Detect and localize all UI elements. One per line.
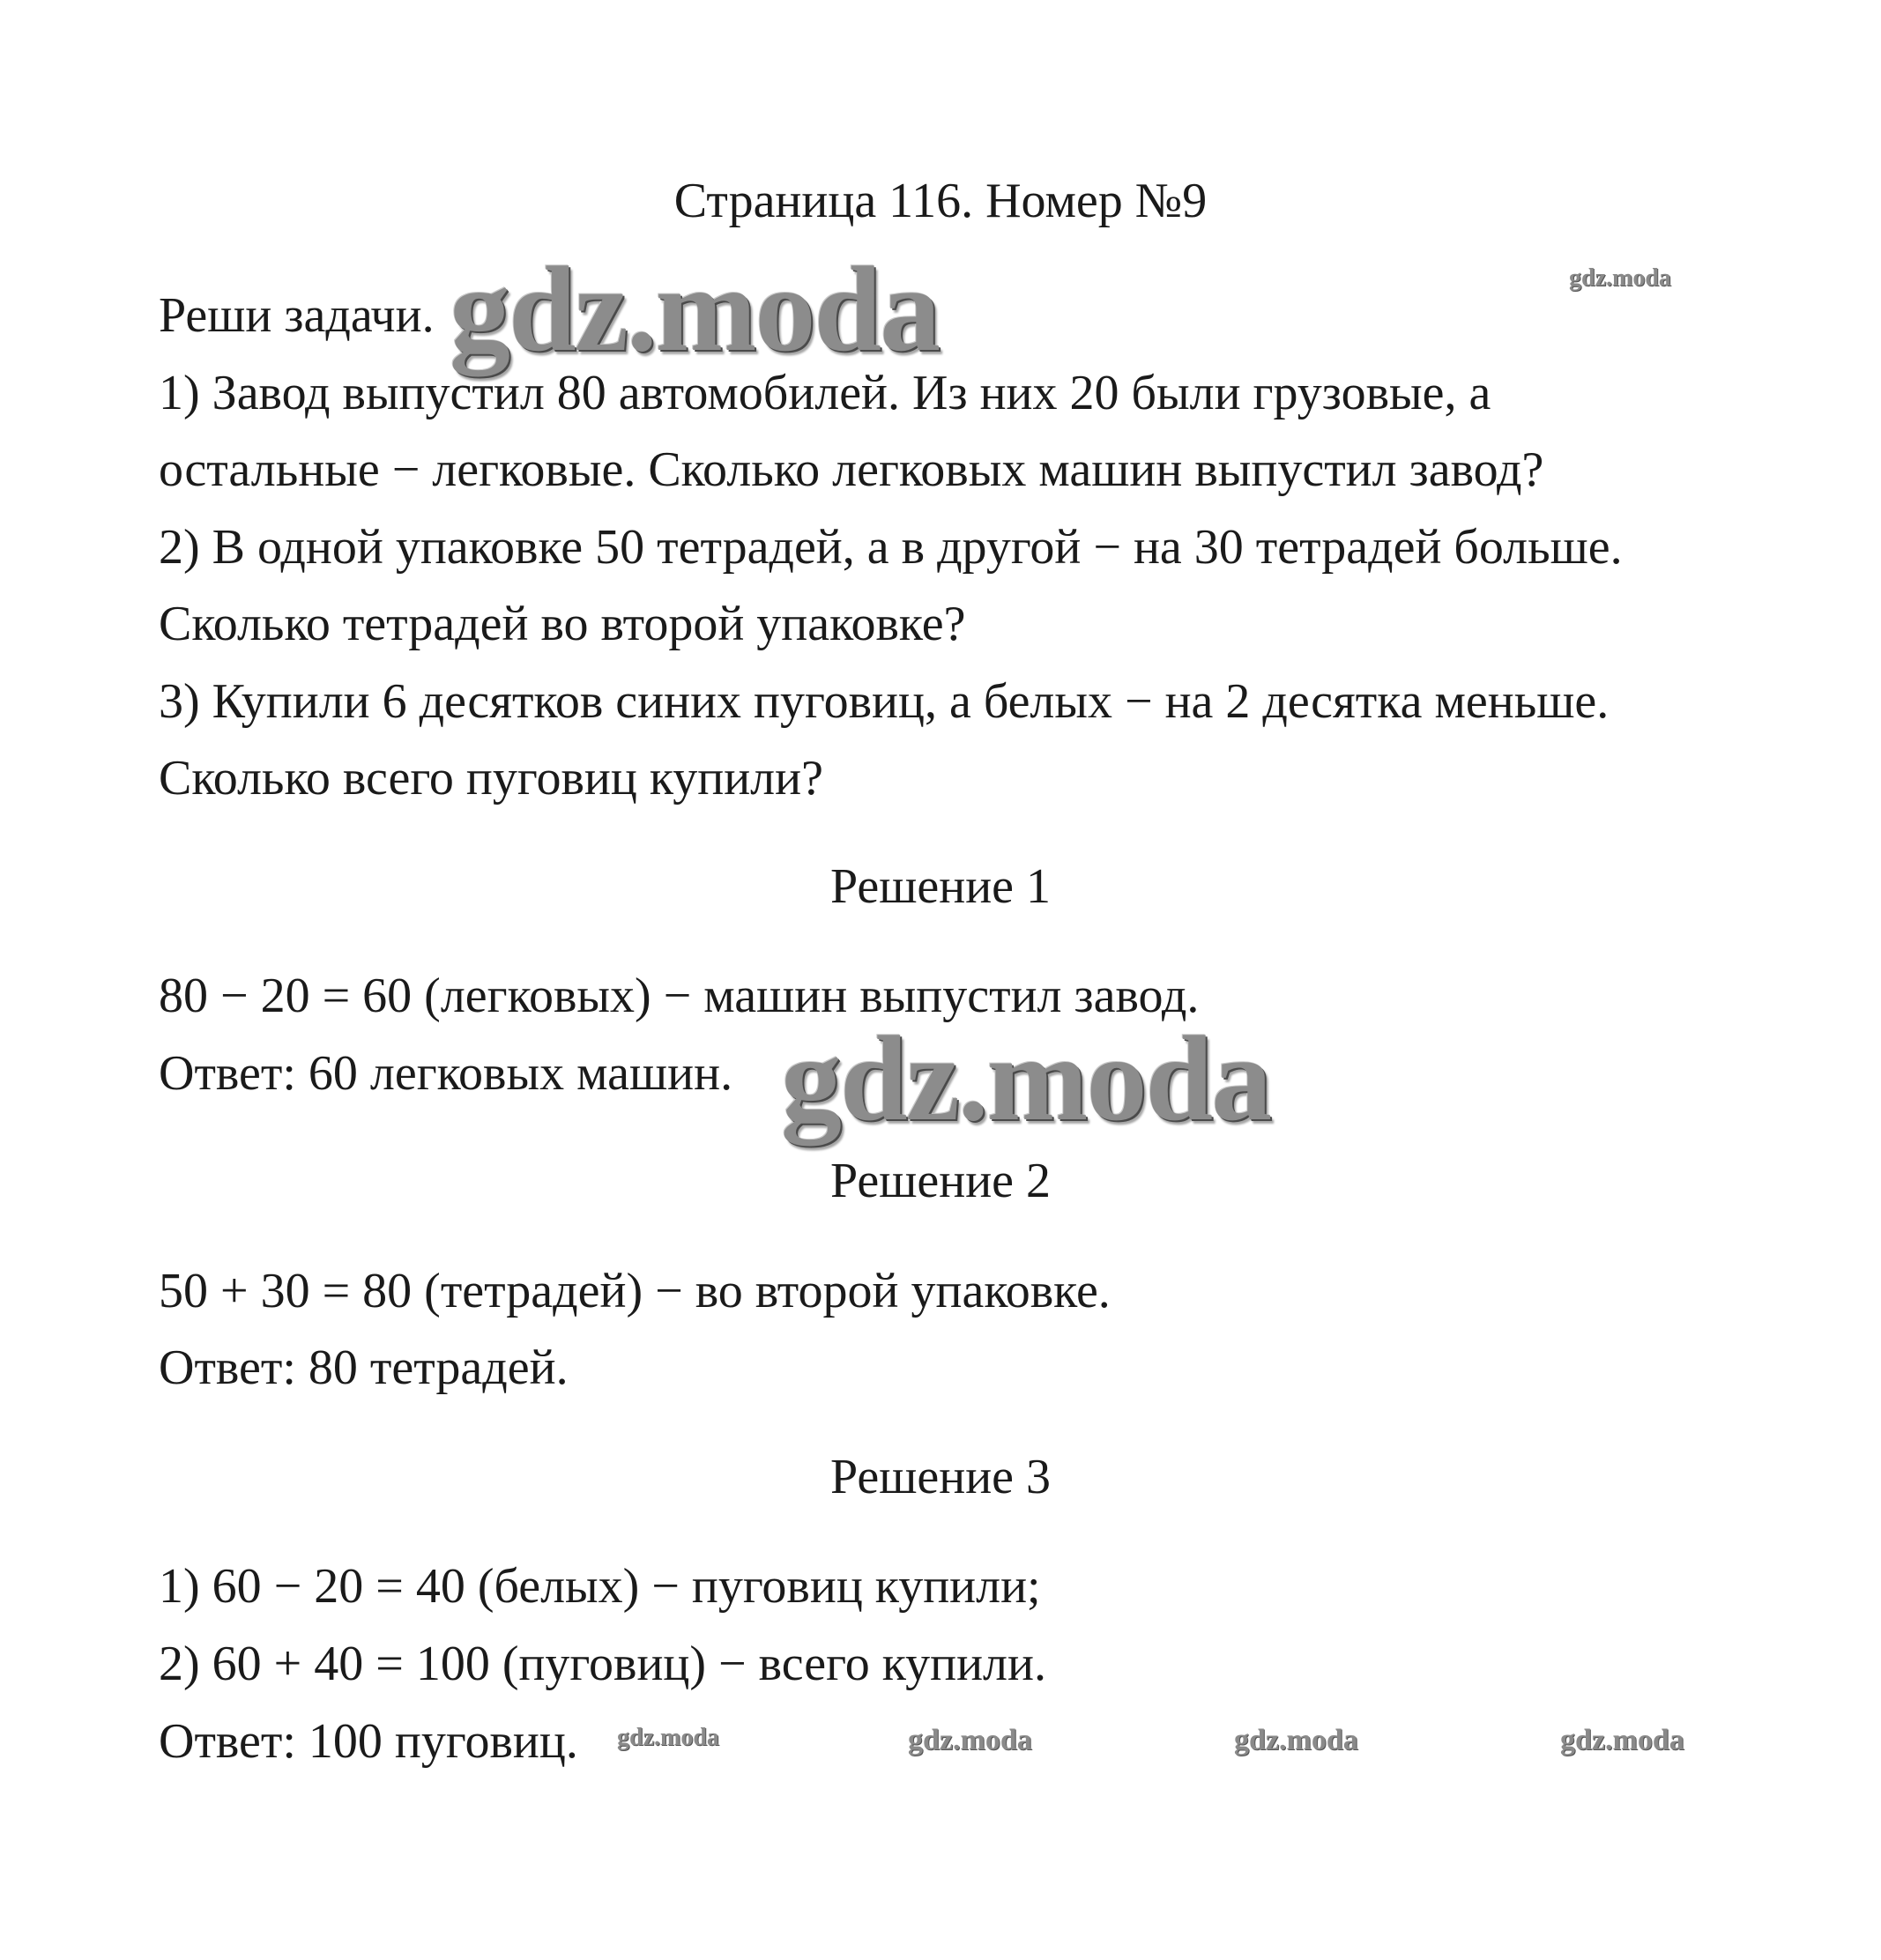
task-line: Сколько всего пуговиц купили? [159,751,823,806]
solution-line: 2) 60 + 40 = 100 (пуговиц) − всего купили. [159,1637,1046,1691]
solution-answer: Ответ: 80 тетрадей. [159,1340,569,1395]
watermark-logo: gdz.moda [1234,1724,1358,1756]
watermark-logo: gdz.moda [1569,264,1671,292]
solution-answer: Ответ: 60 легковых машин. [159,1046,733,1101]
watermark-logo: gdz.moda [781,1011,1271,1146]
task-line: Сколько тетрадей во второй упаковке? [159,597,966,651]
task-line: 2) В одной упаковке 50 тетрадей, а в другой − на 30 тетрадей больше. [159,520,1623,575]
solution-line: 50 + 30 = 80 (тетрадей) − во второй упаковке. [159,1264,1111,1318]
page-title: Страница 116. Номер №9 [673,174,1208,228]
watermark-logo: gdz.moda [908,1724,1032,1756]
task-line: остальные − легковые. Сколько легковых машин выпустил завод? [159,442,1544,497]
task-line: 3) Купили 6 десятков синих пуговиц, а белых − на 2 десятка меньше. [159,674,1610,729]
solution-answer: Ответ: 100 пуговиц. [159,1714,578,1769]
solution-heading: Решение 1 [829,859,1052,914]
solution-line: 80 − 20 = 60 (легковых) − машин выпустил завод. [159,969,1200,1023]
solution-heading: Решение 2 [829,1154,1052,1208]
watermark-logo: gdz.moda [450,241,940,376]
task-line: 1) Завод выпустил 80 автомобилей. Из них 20 были грузовые, а [159,366,1491,420]
solution-heading: Решение 3 [829,1450,1052,1504]
watermark-logo: gdz.moda [617,1724,719,1751]
watermark-logo: gdz.moda [1560,1724,1684,1756]
task-intro: Реши задачи. [159,288,435,343]
solution-line: 1) 60 − 20 = 40 (белых) − пуговиц купили; [159,1559,1041,1614]
